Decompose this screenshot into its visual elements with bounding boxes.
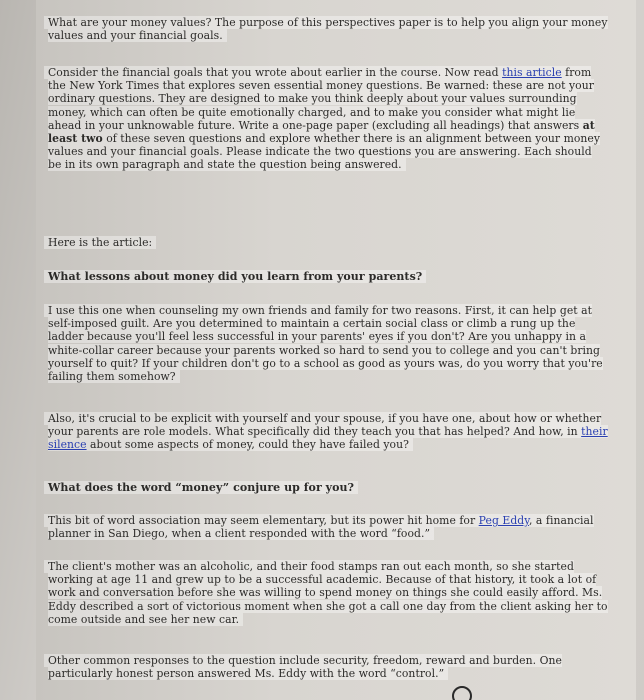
- assignment-text: [48, 66, 600, 171]
- question-1-heading: [48, 270, 608, 283]
- article-label-text: Here is the article:: [48, 236, 153, 249]
- question-2-p1-start: This bit of word association may seem elementary, but its power hit home for: [48, 514, 479, 527]
- assignment-text-middle: from the New York Times that explores seven essential money questions. Be warned: these are not your ordinary questions. They are designed to make you think deeply about your values surrounding money, which can often be quite emotionally charged, and to make you consider what might lie ahead in your unknowable future. Write a one-page paper (excluding all headings) that answers: [48, 66, 594, 132]
- question-1-heading-text: What lessons about money did you learn from your parents?: [48, 270, 423, 283]
- question-2-heading-text: What does the word “money” conjure up for you?: [48, 481, 355, 494]
- question-2-paragraph-1-text: [48, 514, 594, 540]
- question-1-p2-end: about some aspects of money, could they have failed you?: [86, 438, 409, 452]
- question-2-paragraph-3-text: Other common responses to the question include security, freedom, reward and burden. One particularly honest person answered Ms. Eddy with the word “control.”: [48, 654, 562, 681]
- question-2-paragraph-2: [48, 560, 608, 626]
- peg-eddy-link[interactable]: Peg Eddy: [478, 514, 529, 527]
- assignment-text-start: Consider the financial goals that you wrote about earlier in the course. Now read: [48, 66, 503, 79]
- intro-text: What are your money values? The purpose of this perspectives paper is to help you align your money values and your financial goals.: [48, 16, 608, 43]
- assignment-text-end: of these seven questions and explore whether there is an alignment between your money values and your financial goals. Please indicate the two questions you are answering. Each should be in its own paragraph and state the question being answered.: [48, 132, 601, 172]
- question-2-paragraph-3: [48, 654, 608, 680]
- assignment-paragraph: [48, 66, 608, 172]
- question-1-paragraph-1-text: I use this one when counseling my own friends and family for two reasons. First, it can help get at self-imposed guilt. Are you determined to maintain a certain social class or climb a rung up the ladder because you'll feel less successful in your parents' eyes if you don't? Are you unhappy in a white-collar career because your parents worked so hard to send you to college and you can't bring yourself to quit? If your children don't go to a school as good as yours was, do you worry that you're failing them somehow?: [48, 304, 603, 384]
- question-2-p1-end: , a financial planner in San Diego, when a client responded with the word “food.”: [48, 514, 594, 541]
- question-2-paragraph-2-text: The client's mother was an alcoholic, and their food stamps ran out each month, so she started working at age 11 and grew up to be a successful academic. Because of that history, it took a lot of work and conversation before she was willing to spend money on things she could easily afford. Ms. Eddy described a sort of victorious moment when she got a call one day from the client asking her to come outside and see her new car.: [48, 560, 608, 626]
- question-2-paragraph-1: [48, 514, 608, 540]
- question-1-p2-start: Also, it's crucial to be explicit with yourself and your spouse, if you have one, about how or whether your parents are role models. What specifically did they teach you that has helped? And how, in: [48, 412, 602, 439]
- their-silence-link[interactable]: their silence: [48, 425, 608, 452]
- question-2-heading: [48, 481, 608, 494]
- assignment-bold-text: at least two: [48, 118, 595, 146]
- text-cursor-icon: [452, 686, 472, 700]
- question-1-paragraph-2: [48, 412, 608, 452]
- intro-paragraph: [48, 16, 608, 42]
- article-label: [48, 236, 608, 249]
- question-1-paragraph-1: [48, 304, 608, 383]
- this-article-link[interactable]: this article: [502, 66, 562, 79]
- question-1-paragraph-2-text: [48, 412, 608, 451]
